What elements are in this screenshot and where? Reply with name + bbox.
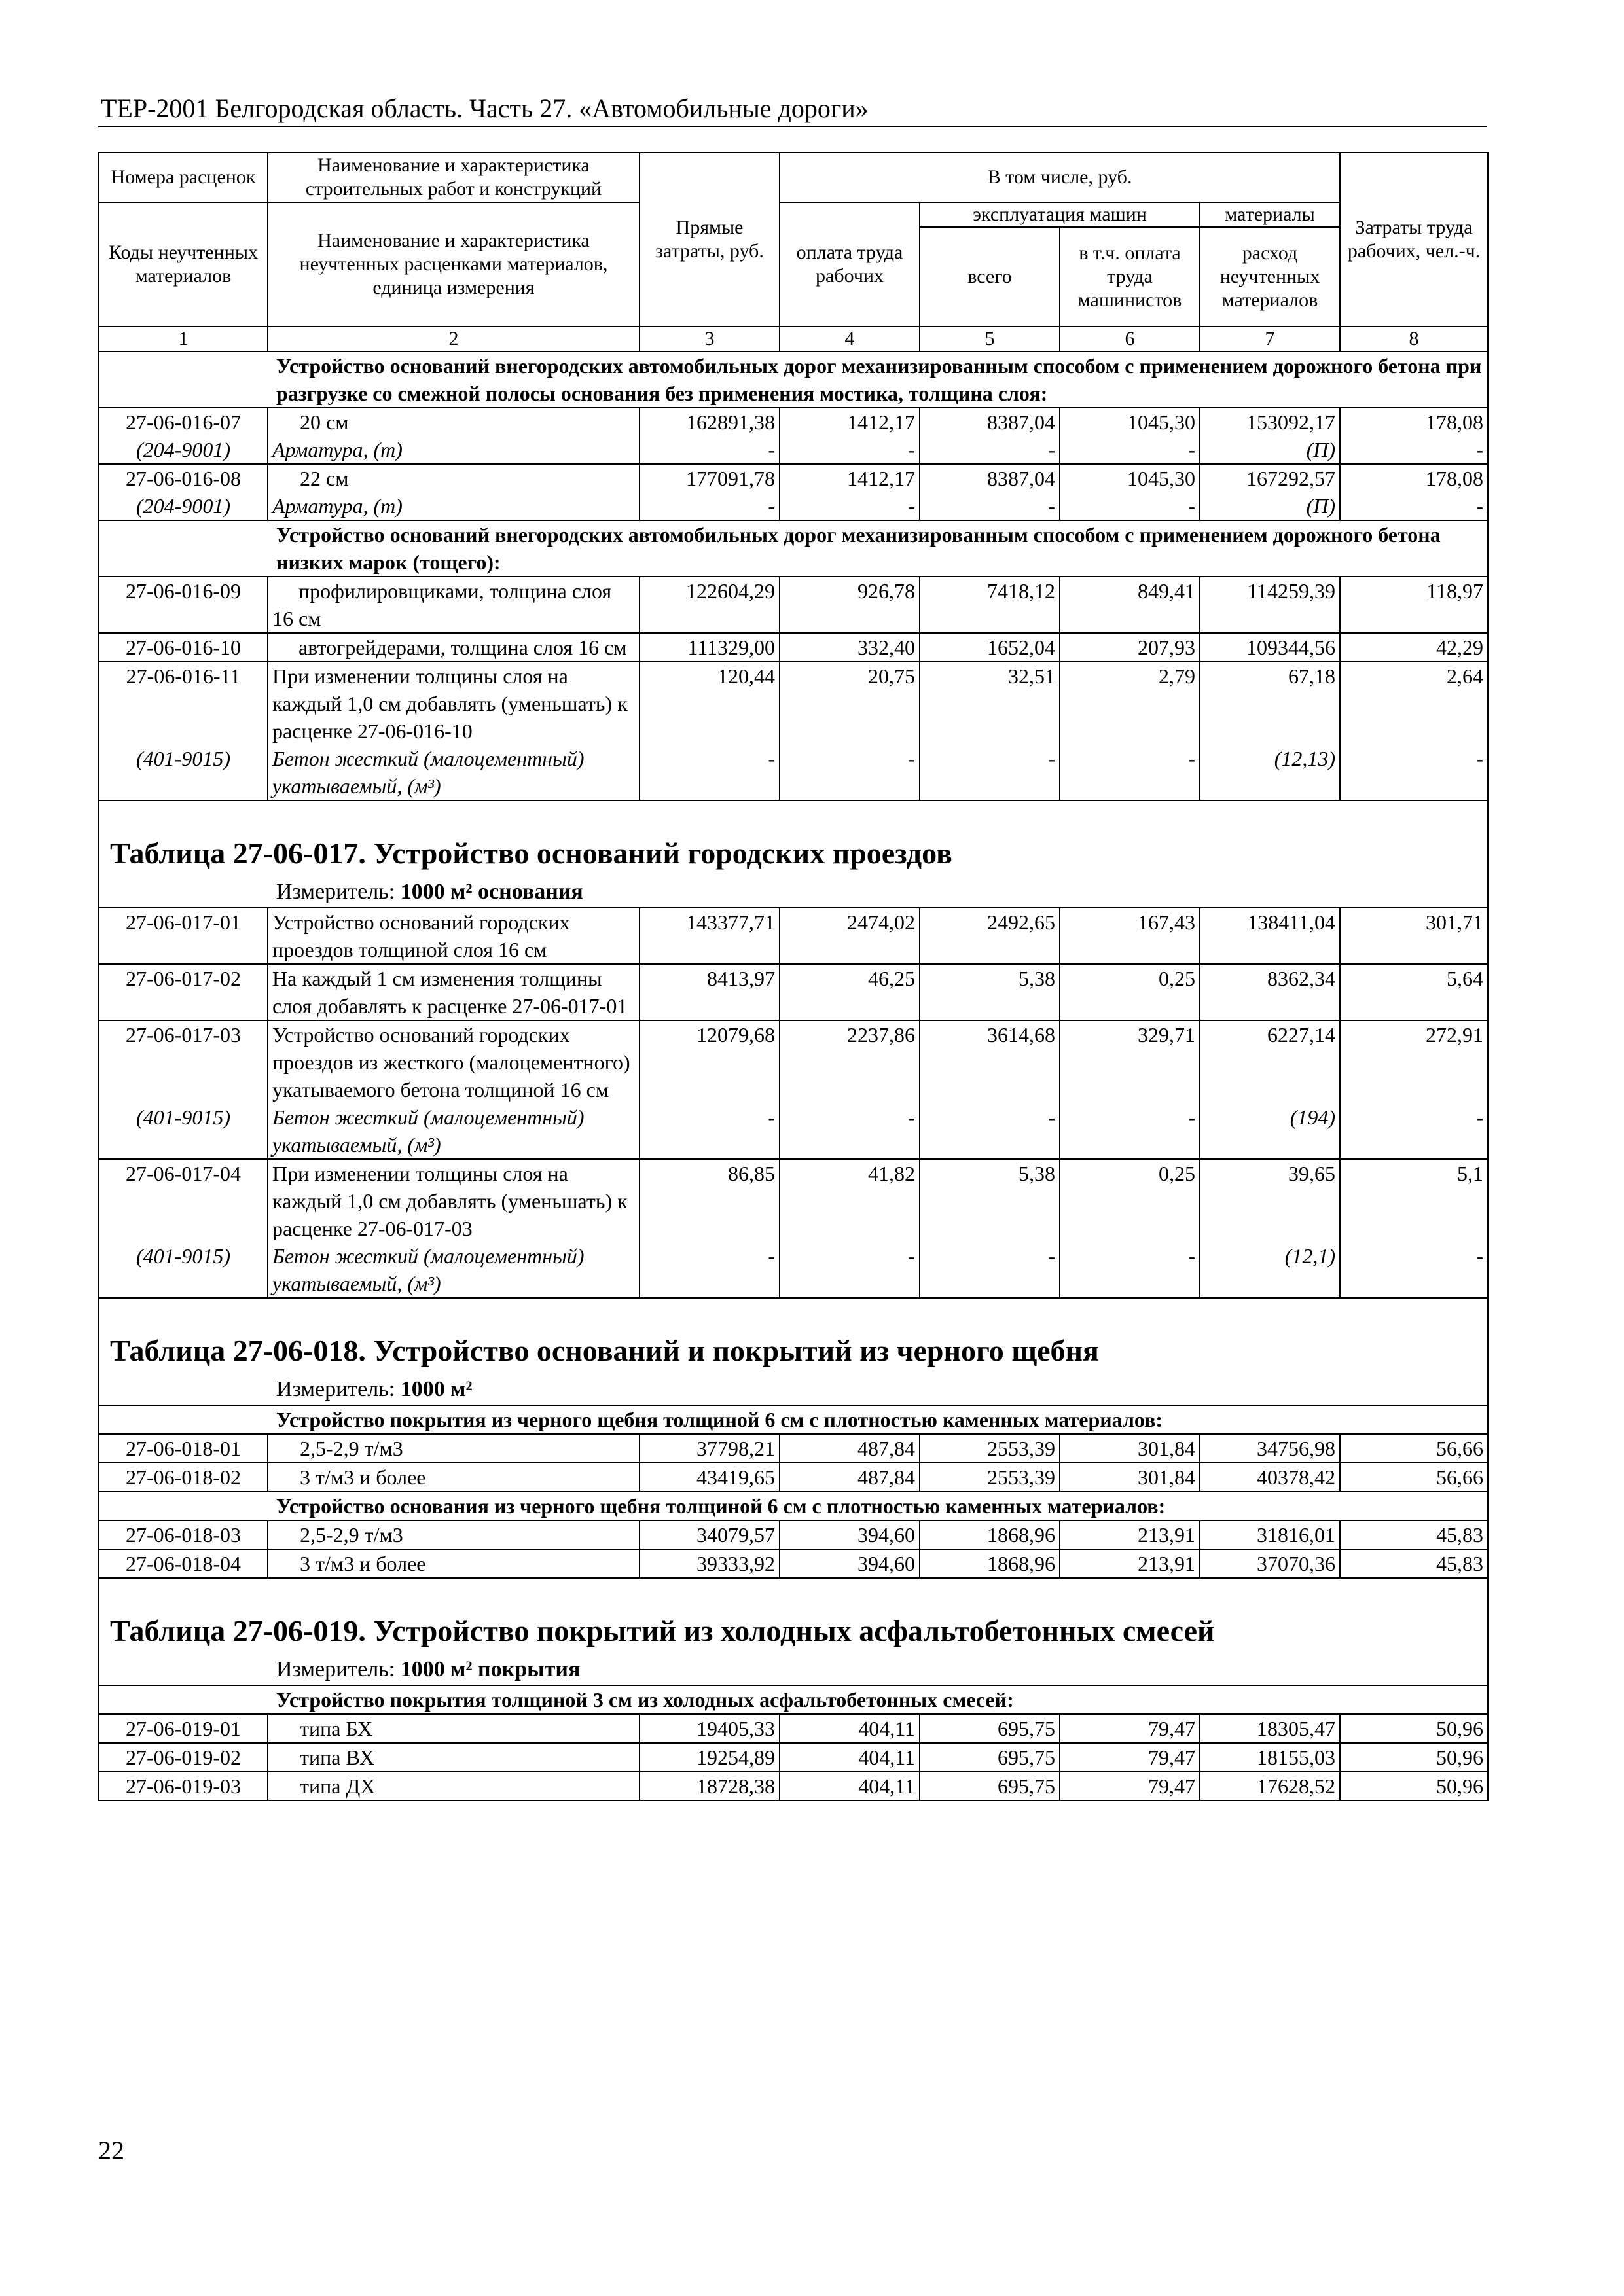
table-row [99,1434,1488,1463]
machinists-pay: 0,25 [1060,964,1200,1020]
labor-pay: 404,11 [780,1743,920,1772]
table-row [99,1772,1488,1801]
labor-pay: 1412,17 [780,408,920,436]
dash-cell: - [1340,1103,1488,1159]
col-number: 2 [268,327,640,351]
col2-bottom-header: Наименование и характеристика неучтенных расценками материалов, единица измерения [268,202,640,327]
labor-hours: 5,64 [1340,964,1488,1020]
rate-code: 27-06-016-10 [99,633,268,662]
measure-unit [99,877,1488,908]
dash-cell: - [780,436,920,464]
machinists-pay: 207,93 [1060,633,1200,662]
direct-cost: 43419,65 [640,1463,780,1492]
rate-code: 27-06-019-02 [99,1743,268,1772]
material-code: (401-9015) [99,1103,268,1159]
rate-name: 3 т/м3 и более [268,1549,640,1578]
machines-total: 8387,04 [920,408,1060,436]
labor-pay: 394,60 [780,1520,920,1549]
rate-code: 27-06-019-03 [99,1772,268,1801]
materials-cost: 17628,52 [1200,1772,1340,1801]
materials-cost: 6227,14 [1200,1020,1340,1103]
rate-name: типа ВХ [268,1743,640,1772]
measure-value: 1000 м² основания [400,880,583,904]
rates-table [98,152,1489,1801]
dash-cell: - [640,1103,780,1159]
rate-name: При изменении толщины слоя на каждый 1,0 см добавлять (уменьшать) к расценке 27-06-017-03 [268,1159,640,1242]
col1-bottom-header: Коды неучтенных материалов [99,202,268,327]
measure-unit [99,1374,1488,1405]
dash-cell: - [640,492,780,520]
rate-name: 2,5-2,9 т/м3 [268,1520,640,1549]
section-heading: Устройство покрытия из черного щебня толщиной 6 см с плотностью каменных материалов: [99,1405,1488,1434]
dash-cell: - [1060,436,1200,464]
rate-code: 27-06-016-09 [99,577,268,633]
direct-cost: 143377,71 [640,908,780,964]
table-row [99,633,1488,662]
material-consumption: (12,1) [1200,1242,1340,1298]
table-row [99,1520,1488,1549]
rate-name: автогрейдерами, толщина слоя 16 см [268,633,640,662]
measure-label: Измеритель: [276,880,395,904]
table-row [99,1159,1488,1242]
direct-cost: 162891,38 [640,408,780,436]
labor-hours: 178,08 [1340,408,1488,436]
machines-total: 1868,96 [920,1549,1060,1578]
direct-cost: 18728,38 [640,1772,780,1801]
machines-total: 7418,12 [920,577,1060,633]
rate-name: 2,5-2,9 т/м3 [268,1434,640,1463]
rate-code: 27-06-018-03 [99,1520,268,1549]
rate-code: 27-06-016-11 [99,662,268,745]
measure-value: 1000 м² [400,1377,473,1401]
dash-cell: - [1340,745,1488,800]
machines-total: 695,75 [920,1772,1060,1801]
material-code: (401-9015) [99,1242,268,1298]
rate-name: Устройство оснований городских проездов из жесткого (малоцементного) укатываемого бетона толщиной 16 см [268,1020,640,1103]
labor-hours: 2,64 [1340,662,1488,745]
labor-pay: 332,40 [780,633,920,662]
materials-cost: 18305,47 [1200,1714,1340,1743]
col-number: 4 [780,327,920,351]
direct-cost: 34079,57 [640,1520,780,1549]
material-consumption: (194) [1200,1103,1340,1159]
labor-hours: 45,83 [1340,1520,1488,1549]
labor-hours: 50,96 [1340,1772,1488,1801]
dash-cell: - [640,436,780,464]
measure-label: Измеритель: [276,1657,395,1681]
rate-name: 20 см [268,408,640,436]
section-heading: Устройство оснований внегородских автомобильных дорог механизированным способом с применением дорожного бетона низких марок (тощего): [99,520,1488,577]
machinists-pay: 329,71 [1060,1020,1200,1103]
rate-name: 22 см [268,464,640,492]
materials-cost: 18155,03 [1200,1743,1340,1772]
rate-code: 27-06-017-04 [99,1159,268,1242]
machinists-pay: 2,79 [1060,662,1200,745]
material-code: (204-9001) [99,492,268,520]
direct-cost: 39333,92 [640,1549,780,1578]
measure-value: 1000 м² покрытия [400,1657,581,1681]
material-row [99,492,1488,520]
rate-code: 27-06-019-01 [99,1714,268,1743]
labor-hours: 42,29 [1340,633,1488,662]
labor-hours: 118,97 [1340,577,1488,633]
page-number: 22 [98,2136,124,2165]
dash-cell: - [1340,492,1488,520]
materials-cost: 39,65 [1200,1159,1340,1242]
materials-cost: 67,18 [1200,662,1340,745]
material-row [99,1242,1488,1298]
running-header: ТЕР-2001 Белгородская область. Часть 27. «Автомобильные дороги» [101,94,869,123]
materials-cost: 109344,56 [1200,633,1340,662]
material-consumption: (П) [1200,436,1340,464]
rate-code: 27-06-017-01 [99,908,268,964]
direct-cost: 177091,78 [640,464,780,492]
machinists-pay: 301,84 [1060,1463,1200,1492]
machines-total: 8387,04 [920,464,1060,492]
dash-cell: - [920,436,1060,464]
dash-cell: - [920,1242,1060,1298]
dash-cell: - [1340,436,1488,464]
dash-cell: - [780,745,920,800]
machines-total: 695,75 [920,1714,1060,1743]
direct-cost: 19405,33 [640,1714,780,1743]
materials-header: материалы [1200,202,1340,227]
labor-pay: 41,82 [780,1159,920,1242]
measure-unit [99,1655,1488,1685]
machinists-pay: 79,47 [1060,1714,1200,1743]
col4-header: оплата труда рабочих [780,202,920,327]
machinists-pay: 0,25 [1060,1159,1200,1242]
labor-hours: 301,71 [1340,908,1488,964]
materials-cost: 153092,17 [1200,408,1340,436]
machinists-pay: 213,91 [1060,1549,1200,1578]
rate-name: типа ДХ [268,1772,640,1801]
machines-header: эксплуатация машин [920,202,1200,227]
machinists-pay: 213,91 [1060,1520,1200,1549]
dash-cell: - [640,745,780,800]
labor-pay: 926,78 [780,577,920,633]
table-header [99,152,1488,351]
dash-cell: - [640,1242,780,1298]
labor-pay: 404,11 [780,1714,920,1743]
material-name: Бетон жесткий (малоцементный) укатываемый, (м³) [268,1242,640,1298]
dash-cell: - [920,1103,1060,1159]
rate-name: типа БХ [268,1714,640,1743]
direct-cost: 86,85 [640,1159,780,1242]
direct-cost: 120,44 [640,662,780,745]
machinists-pay: 301,84 [1060,1434,1200,1463]
material-name: Бетон жесткий (малоцементный) укатываемый, (м³) [268,745,640,800]
labor-pay: 46,25 [780,964,920,1020]
section-heading: Устройство основания из черного щебня толщиной 6 см с плотностью каменных материалов: [99,1492,1488,1520]
col-number: 7 [1200,327,1340,351]
document-page [98,92,1487,1801]
machinists-pay: 849,41 [1060,577,1200,633]
machines-total: 3614,68 [920,1020,1060,1103]
material-row [99,745,1488,800]
materials-cost: 114259,39 [1200,577,1340,633]
machinists-pay: 79,47 [1060,1743,1200,1772]
direct-cost: 19254,89 [640,1743,780,1772]
material-row [99,436,1488,464]
machines-total: 695,75 [920,1743,1060,1772]
col-number: 6 [1060,327,1200,351]
machines-total: 32,51 [920,662,1060,745]
direct-cost: 122604,29 [640,577,780,633]
table-row [99,408,1488,436]
table-row [99,1463,1488,1492]
material-consumption: (12,13) [1200,745,1340,800]
machines-total: 1652,04 [920,633,1060,662]
rate-name: 3 т/м3 и более [268,1463,640,1492]
materials-cost: 8362,34 [1200,964,1340,1020]
section-heading: Устройство покрытия толщиной 3 см из холодных асфальтобетонных смесей: [99,1685,1488,1714]
labor-pay: 404,11 [780,1772,920,1801]
labor-pay: 1412,17 [780,464,920,492]
materials-cost: 40378,42 [1200,1463,1340,1492]
table-row [99,1549,1488,1578]
rate-name: профилировщиками, толщина слоя 16 см [268,577,640,633]
machines-total: 5,38 [920,1159,1060,1242]
col3-header: Прямые затраты, руб. [640,152,780,327]
col1-top-header: Номера расценок [99,152,268,202]
material-code: (204-9001) [99,436,268,464]
material-row [99,1103,1488,1159]
labor-hours: 272,91 [1340,1020,1488,1103]
table-title: Таблица 27-06-017. Устройство оснований городских проездов [99,800,1488,877]
machines-total: 1868,96 [920,1520,1060,1549]
machines-total: 2492,65 [920,908,1060,964]
materials-cost: 167292,57 [1200,464,1340,492]
dash-cell: - [1060,492,1200,520]
table-row [99,908,1488,964]
materials-cost: 138411,04 [1200,908,1340,964]
machines-total: 2553,39 [920,1463,1060,1492]
direct-cost: 12079,68 [640,1020,780,1103]
col6-header: в т.ч. оплата труда машинистов [1060,227,1200,327]
col-number: 5 [920,327,1060,351]
dash-cell: - [1060,1242,1200,1298]
col2-top-header: Наименование и характеристика строительных работ и конструкций [268,152,640,202]
measure-label: Измеритель: [276,1377,395,1401]
incl-header: В том числе, руб. [780,152,1340,202]
col8-header: Затраты труда рабочих, чел.-ч. [1340,152,1488,327]
table-row [99,464,1488,492]
col5-header: всего [920,227,1060,327]
dash-cell: - [1340,1242,1488,1298]
header-rule [98,126,1487,127]
table-row [99,1020,1488,1103]
materials-cost: 34756,98 [1200,1434,1340,1463]
col-number: 8 [1340,327,1488,351]
machinists-pay: 167,43 [1060,908,1200,964]
machinists-pay: 1045,30 [1060,464,1200,492]
table-row [99,1714,1488,1743]
direct-cost: 8413,97 [640,964,780,1020]
machinists-pay: 1045,30 [1060,408,1200,436]
table-row [99,577,1488,633]
labor-pay: 487,84 [780,1434,920,1463]
labor-hours: 178,08 [1340,464,1488,492]
table-row [99,662,1488,745]
col7-header: расход неучтенных материалов [1200,227,1340,327]
section-heading: Устройство оснований внегородских автомобильных дорог механизированным способом с применением дорожного бетона при разгрузке со смежной полосы основания без применения мостика, толщина слоя: [99,351,1488,408]
dash-cell: - [780,492,920,520]
table-row [99,964,1488,1020]
rate-name: При изменении толщины слоя на каждый 1,0 см добавлять (уменьшать) к расценке 27-06-016-10 [268,662,640,745]
material-consumption: (П) [1200,492,1340,520]
rate-code: 27-06-017-02 [99,964,268,1020]
table-title: Таблица 27-06-019. Устройство покрытий из холодных асфальтобетонных смесей [99,1578,1488,1655]
rate-code: 27-06-018-04 [99,1549,268,1578]
labor-pay: 394,60 [780,1549,920,1578]
labor-hours: 56,66 [1340,1463,1488,1492]
direct-cost: 37798,21 [640,1434,780,1463]
rate-code: 27-06-017-03 [99,1020,268,1103]
labor-pay: 2237,86 [780,1020,920,1103]
labor-hours: 50,96 [1340,1743,1488,1772]
dash-cell: - [780,1103,920,1159]
materials-cost: 37070,36 [1200,1549,1340,1578]
labor-pay: 20,75 [780,662,920,745]
dash-cell: - [780,1242,920,1298]
rate-code: 27-06-018-02 [99,1463,268,1492]
labor-pay: 2474,02 [780,908,920,964]
dash-cell: - [920,492,1060,520]
dash-cell: - [1060,745,1200,800]
material-name: Арматура, (т) [268,436,640,464]
rate-code: 27-06-016-08 [99,464,268,492]
dash-cell: - [920,745,1060,800]
material-name: Арматура, (т) [268,492,640,520]
labor-hours: 50,96 [1340,1714,1488,1743]
labor-pay: 487,84 [780,1463,920,1492]
labor-hours: 45,83 [1340,1549,1488,1578]
col-number: 1 [99,327,268,351]
rate-code: 27-06-016-07 [99,408,268,436]
rate-code: 27-06-018-01 [99,1434,268,1463]
col-number: 3 [640,327,780,351]
dash-cell: - [1060,1103,1200,1159]
rate-name: Устройство оснований городских проездов толщиной слоя 16 см [268,908,640,964]
material-name: Бетон жесткий (малоцементный) укатываемый, (м³) [268,1103,640,1159]
machinists-pay: 79,47 [1060,1772,1200,1801]
direct-cost: 111329,00 [640,633,780,662]
table-title: Таблица 27-06-018. Устройство оснований и покрытий из черного щебня [99,1298,1488,1374]
labor-hours: 56,66 [1340,1434,1488,1463]
table-row [99,1743,1488,1772]
material-code: (401-9015) [99,745,268,800]
labor-hours: 5,1 [1340,1159,1488,1242]
rate-name: На каждый 1 см изменения толщины слоя добавлять к расценке 27-06-017-01 [268,964,640,1020]
materials-cost: 31816,01 [1200,1520,1340,1549]
machines-total: 5,38 [920,964,1060,1020]
machines-total: 2553,39 [920,1434,1060,1463]
